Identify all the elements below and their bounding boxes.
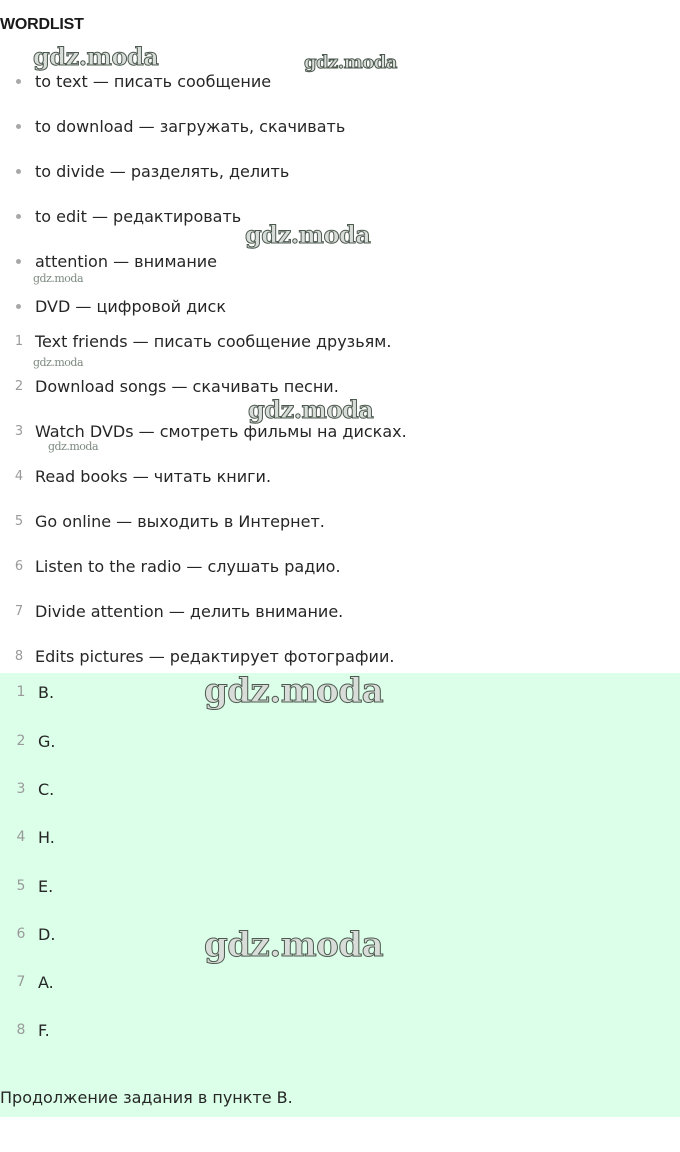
- phrase-number: 8: [14, 648, 24, 664]
- answer-number: 4: [16, 829, 26, 845]
- wordlist-item: [0, 294, 680, 318]
- watermark: gdz.moda: [33, 272, 84, 285]
- phrase-number: 7: [14, 603, 24, 619]
- phrase-text: Listen to the radio — слушать радио.: [35, 556, 341, 576]
- phrase-item: [0, 554, 680, 578]
- answers-panel: [0, 673, 680, 1117]
- phrase-text: Edits pictures — редактирует фотографии.: [35, 646, 395, 666]
- phrase-item: [0, 644, 680, 668]
- watermark: gdz.moda: [304, 52, 397, 73]
- wordlist-item-text: DVD — цифровой диск: [35, 296, 227, 316]
- answer-item: [0, 825, 680, 849]
- phrase-text: Divide attention — делить внимание.: [35, 601, 344, 621]
- wordlist-item: [0, 249, 680, 273]
- phrase-text: Download songs — скачивать песни.: [35, 376, 339, 396]
- wordlist-item-text: attention — внимание: [35, 251, 218, 271]
- bullet-icon: [16, 124, 21, 129]
- bullet-icon: [16, 79, 21, 84]
- wordlist-item-text: to text — писать сообщение: [35, 71, 272, 91]
- wordlist-item-text: to download — загружать, скачивать: [35, 116, 346, 136]
- wordlist-item: [0, 159, 680, 183]
- answer-text: G.: [38, 731, 56, 751]
- answer-text: H.: [38, 827, 55, 847]
- watermark: gdz.moda: [245, 220, 371, 249]
- answer-number: 6: [16, 926, 26, 942]
- phrase-number: 3: [14, 423, 24, 439]
- answer-text: B.: [38, 682, 55, 702]
- answer-number: 2: [16, 733, 26, 749]
- phrase-text: Text friends — писать сообщение друзьям.: [35, 331, 392, 351]
- answer-text: F.: [38, 1020, 50, 1040]
- answer-number: 1: [16, 684, 26, 700]
- answer-number: 5: [16, 878, 26, 894]
- bullet-icon: [16, 214, 21, 219]
- answer-text: C.: [38, 779, 55, 799]
- wordlist-item: [0, 114, 680, 138]
- watermark: gdz.moda: [248, 395, 374, 424]
- phrase-text: Go online — выходить в Интернет.: [35, 511, 325, 531]
- phrase-item: [0, 464, 680, 488]
- bullet-icon: [16, 259, 21, 264]
- answer-item: [0, 729, 680, 753]
- answer-text: D.: [38, 924, 56, 944]
- watermark: gdz.moda: [48, 440, 99, 453]
- phrase-number: 6: [14, 558, 24, 574]
- answer-item: [0, 874, 680, 898]
- phrase-number: 1: [14, 333, 24, 349]
- answer-number: 7: [16, 974, 26, 990]
- continuation-note: Продолжение задания в пункте B.: [0, 1088, 293, 1107]
- phrase-text: Watch DVDs — смотреть фильмы на дисках.: [35, 421, 407, 441]
- phrase-item: [0, 599, 680, 623]
- answer-item: [0, 970, 680, 994]
- answer-item: [0, 777, 680, 801]
- answer-number: 3: [16, 781, 26, 797]
- answer-text: A.: [38, 972, 54, 992]
- phrase-item: [0, 329, 680, 353]
- watermark: gdz.moda: [204, 671, 384, 711]
- watermark: gdz.moda: [204, 925, 384, 965]
- phrase-text: Read books — читать книги.: [35, 466, 272, 486]
- phrase-number: 5: [14, 513, 24, 529]
- answer-item: [0, 1018, 680, 1042]
- watermark: gdz.moda: [33, 356, 84, 369]
- answer-text: E.: [38, 876, 54, 896]
- answer-number: 8: [16, 1022, 26, 1038]
- bullet-icon: [16, 304, 21, 309]
- bullet-icon: [16, 169, 21, 174]
- wordlist-item-text: to divide — разделять, делить: [35, 161, 290, 181]
- phrase-item: [0, 509, 680, 533]
- phrase-number: 2: [14, 378, 24, 394]
- phrase-number: 4: [14, 468, 24, 484]
- watermark: gdz.moda: [33, 42, 159, 71]
- section-heading: WORDLIST: [0, 16, 84, 33]
- wordlist-item-text: to edit — редактировать: [35, 206, 242, 226]
